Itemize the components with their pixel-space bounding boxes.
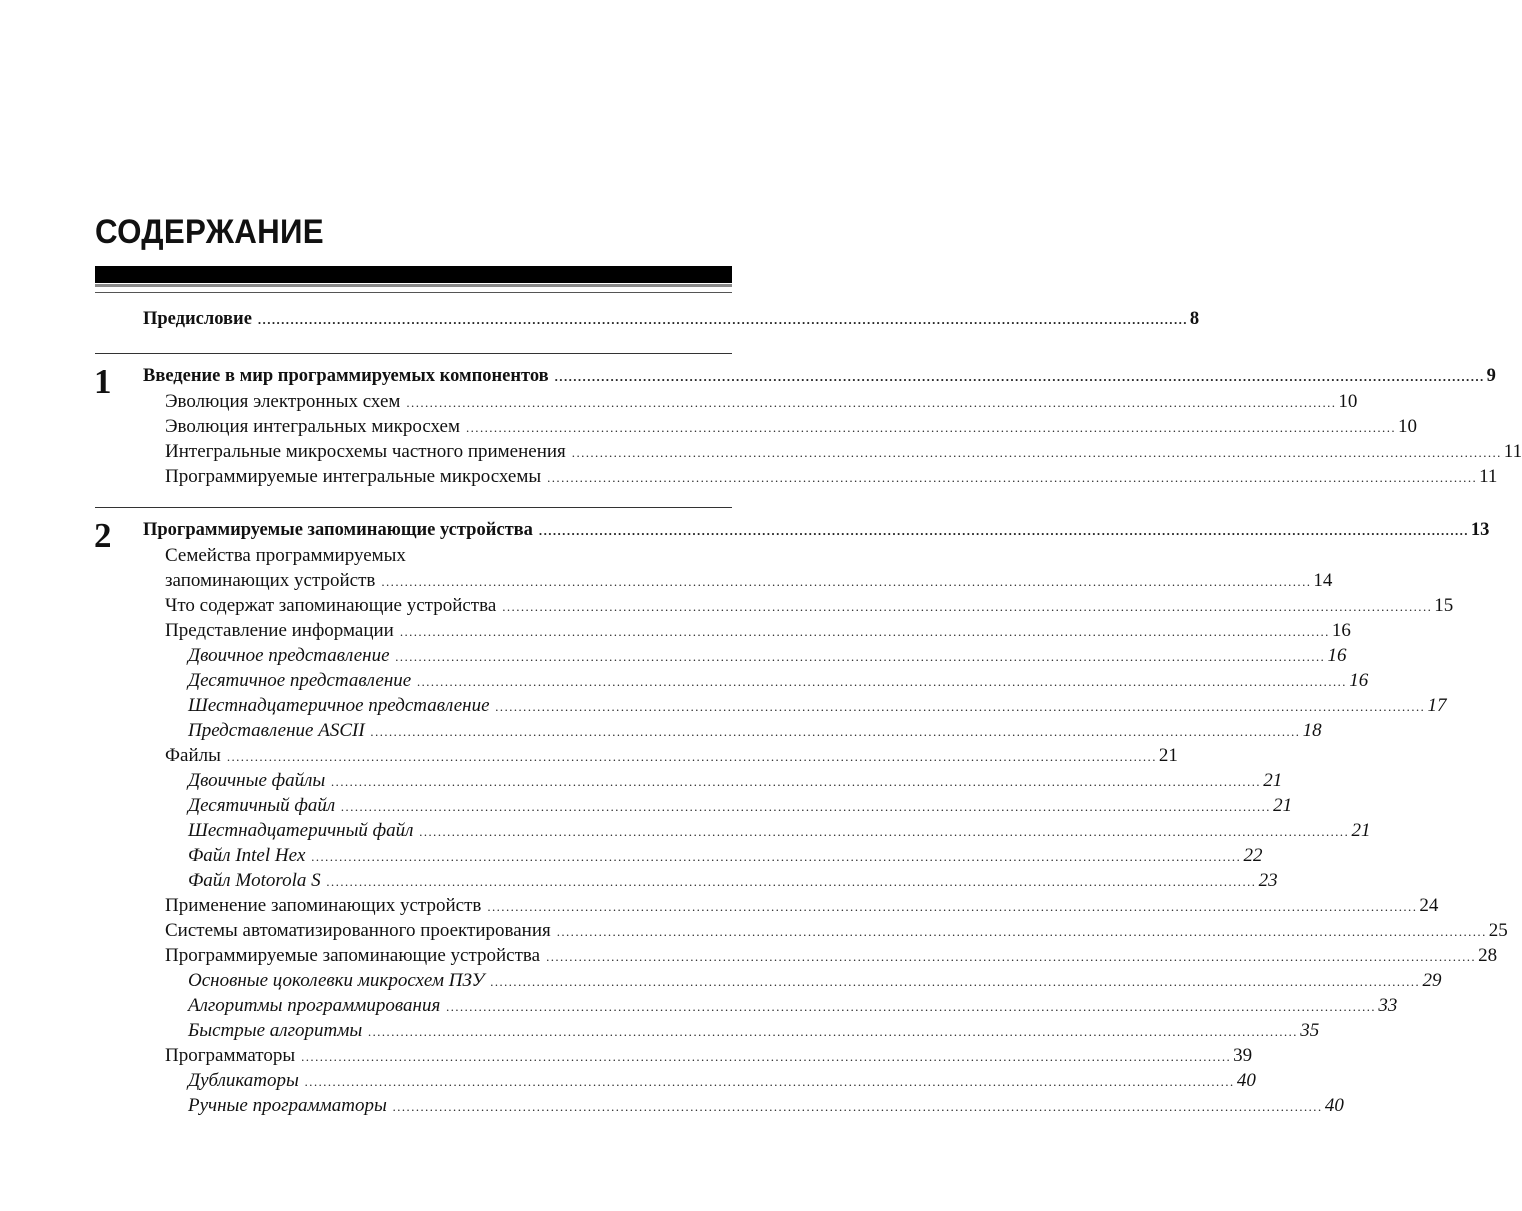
toc-entry-label: Десятичный файл xyxy=(188,795,336,816)
toc-entry-label: Эволюция интегральных микросхем xyxy=(165,416,460,437)
toc-entry-page: 35 xyxy=(1300,1020,1320,1041)
toc-subentry[interactable] xyxy=(188,768,1283,793)
toc-entry[interactable] xyxy=(165,618,1351,643)
dot-leader: ........................................................................................................................................................................................................ xyxy=(226,749,1157,764)
toc-entry[interactable] xyxy=(165,389,1358,414)
toc-entry-page: 16 xyxy=(1349,670,1369,691)
toc-entry-label: Дубликаторы xyxy=(188,1070,299,1091)
toc-subentry[interactable] xyxy=(188,1093,1344,1118)
chapter-number: 2 xyxy=(94,516,112,555)
toc-entry-label: Эволюция электронных схем xyxy=(165,391,401,412)
dot-leader: ........................................................................................................................................................................................................ xyxy=(547,470,1478,485)
dot-leader: ........................................................................................................................................................................................................ xyxy=(301,1049,1232,1064)
toc-entry-label: Программаторы xyxy=(165,1045,296,1066)
toc-chapter-2[interactable] xyxy=(143,518,1490,543)
dot-leader: ........................................................................................................................................................................................................ xyxy=(490,974,1421,989)
toc-subentry[interactable] xyxy=(188,693,1447,718)
toc-entry-label: Двоичные файлы xyxy=(188,770,326,791)
toc-entry-label: Что содержат запоминающие устройства xyxy=(165,595,497,616)
toc-entry-page: 23 xyxy=(1258,870,1278,891)
toc-entry-page: 11 xyxy=(1503,441,1522,462)
toc-entry-label: Представление информации xyxy=(165,620,394,641)
toc-entry-page: 29 xyxy=(1422,970,1442,991)
toc-entry[interactable] xyxy=(165,743,1178,768)
dot-leader: ........................................................................................................................................................................................................ xyxy=(417,674,1348,689)
toc-subentry[interactable] xyxy=(188,1018,1320,1043)
dot-leader: ........................................................................................................................................................................................................ xyxy=(502,599,1433,614)
toc-entry-page: 40 xyxy=(1236,1070,1256,1091)
dot-leader: ........................................................................................................................................................................................................ xyxy=(487,899,1418,914)
dot-leader: ........................................................................................................................................................................................................ xyxy=(368,1024,1299,1039)
section-divider xyxy=(95,507,732,508)
toc-entry[interactable] xyxy=(165,918,1508,943)
toc-chapter-1[interactable] xyxy=(143,364,1496,389)
toc-subentry[interactable] xyxy=(188,793,1293,818)
toc-entry[interactable] xyxy=(165,1043,1253,1068)
toc-entry-page: 8 xyxy=(1189,309,1200,329)
dot-leader: ........................................................................................................................................................................................................ xyxy=(419,824,1350,839)
page-title: СОДЕРЖАНИЕ xyxy=(95,213,324,251)
dot-leader: ........................................................................................................................................................................................................ xyxy=(571,445,1502,460)
toc-entry-page: 10 xyxy=(1398,416,1417,437)
toc-subentry[interactable] xyxy=(188,968,1442,993)
toc-entry-page: 24 xyxy=(1419,895,1439,916)
toc-subentry[interactable] xyxy=(188,868,1278,893)
dot-leader: ........................................................................................................................................................................................................ xyxy=(341,799,1272,814)
dot-leader: ........................................................................................................................................................................................................ xyxy=(395,649,1326,664)
toc-entry-label: запоминающих устройств xyxy=(165,570,376,591)
toc-entry-label: Применение запоминающих устройств xyxy=(165,895,482,916)
toc-entry-page: 17 xyxy=(1427,695,1447,716)
title-bar xyxy=(95,266,732,283)
toc-entry-label: Шестнадцатеричное представление xyxy=(188,695,490,716)
dot-leader: ........................................................................................................................................................................................................ xyxy=(495,699,1426,714)
toc-entry-label: Быстрые алгоритмы xyxy=(188,1020,363,1041)
toc-entry-page: 15 xyxy=(1434,595,1454,616)
toc-entry-label: Шестнадцатеричный файл xyxy=(188,820,414,841)
toc-entry-page: 16 xyxy=(1331,620,1351,641)
toc-subentry[interactable] xyxy=(188,718,1322,743)
toc-entry-page: 9 xyxy=(1486,366,1496,386)
toc-entry[interactable] xyxy=(165,893,1439,918)
dot-leader: ........................................................................................................................................................................................................ xyxy=(392,1099,1323,1114)
section-divider xyxy=(95,353,732,354)
dot-leader: ........................................................................................................................................................................................................ xyxy=(556,924,1487,939)
dot-leader: ........................................................................................................................................................................................................ xyxy=(257,312,1188,327)
toc-entry-label: Программируемые запоминающие устройства xyxy=(165,945,541,966)
toc-entry-label: Программируемые запоминающие устройства xyxy=(143,520,533,540)
dot-leader: ........................................................................................................................................................................................................ xyxy=(446,999,1377,1014)
toc-entry[interactable] xyxy=(165,464,1498,489)
toc-entry-preface[interactable] xyxy=(143,307,1200,332)
chapter-number: 1 xyxy=(94,362,112,401)
toc-entry-page: 13 xyxy=(1470,520,1490,540)
dot-leader: ........................................................................................................................................................................................................ xyxy=(381,574,1312,589)
toc-subentry[interactable] xyxy=(188,818,1371,843)
toc-entry[interactable] xyxy=(165,568,1333,593)
dot-leader: ........................................................................................................................................................................................................ xyxy=(304,1074,1235,1089)
dot-leader: ........................................................................................................................................................................................................ xyxy=(370,724,1301,739)
toc-entry-page: 22 xyxy=(1243,845,1263,866)
toc-entry[interactable] xyxy=(165,439,1522,464)
toc-entry-page: 16 xyxy=(1327,645,1347,666)
dot-leader: ........................................................................................................................................................................................................ xyxy=(311,849,1242,864)
toc-entry-label: Системы автоматизированного проектирования xyxy=(165,920,551,941)
dot-leader: ........................................................................................................................................................................................................ xyxy=(466,420,1396,435)
toc-subentry[interactable] xyxy=(188,643,1347,668)
toc-entry-label: Двоичное представление xyxy=(188,645,390,666)
toc-subentry[interactable] xyxy=(188,993,1398,1018)
toc-entry-label: Файл Motorola S xyxy=(188,870,321,891)
dot-leader: ........................................................................................................................................................................................................ xyxy=(554,369,1485,384)
toc-entry-page: 21 xyxy=(1263,770,1283,791)
toc-entry-label: Введение в мир программируемых компонентов xyxy=(143,366,549,386)
toc-entry-page: 25 xyxy=(1488,920,1508,941)
toc-entry-label: Алгоритмы программирования xyxy=(188,995,441,1016)
title-bar-shade xyxy=(95,284,732,287)
toc-entry-label: Представление ASCII xyxy=(188,720,365,741)
toc-entry-label: Ручные программаторы xyxy=(188,1095,387,1116)
toc-entry[interactable] xyxy=(165,593,1454,618)
dot-leader: ........................................................................................................................................................................................................ xyxy=(406,395,1337,410)
dot-leader: ........................................................................................................................................................................................................ xyxy=(538,523,1469,538)
toc-entry-page: 33 xyxy=(1378,995,1398,1016)
toc-entry-page: 21 xyxy=(1273,795,1293,816)
toc-entry-label: Программируемые интегральные микросхемы xyxy=(165,466,542,487)
toc-subentry[interactable] xyxy=(188,668,1369,693)
toc-entry[interactable] xyxy=(165,943,1498,968)
toc-entry-page: 10 xyxy=(1338,391,1358,412)
title-bar-rule xyxy=(95,292,732,293)
toc-entry-page: 40 xyxy=(1324,1095,1344,1116)
dot-leader: ........................................................................................................................................................................................................ xyxy=(399,624,1330,639)
toc-entry-page: 21 xyxy=(1351,820,1371,841)
toc-subentry[interactable] xyxy=(188,843,1263,868)
toc-entry-page: 39 xyxy=(1233,1045,1253,1066)
toc-entry-page: 11 xyxy=(1479,466,1498,487)
toc-entry-label: Файлы xyxy=(165,745,221,766)
dot-leader: ........................................................................................................................................................................................................ xyxy=(326,874,1257,889)
toc-entry-label: Основные цоколевки микросхем ПЗУ xyxy=(188,970,485,991)
dot-leader: ........................................................................................................................................................................................................ xyxy=(546,949,1477,964)
toc-entry-label: Десятичное представление xyxy=(188,670,412,691)
toc-entry-page: 28 xyxy=(1478,945,1498,966)
toc-entry[interactable] xyxy=(165,414,1417,439)
toc-entry-page: 21 xyxy=(1158,745,1178,766)
toc-entry-label: Интегральные микросхемы частного применения xyxy=(165,441,566,462)
toc-entry-page: 14 xyxy=(1313,570,1333,591)
toc-entry-label: Предисловие xyxy=(143,309,252,329)
toc-subentry[interactable] xyxy=(188,1068,1256,1093)
dot-leader: ........................................................................................................................................................................................................ xyxy=(331,774,1262,789)
toc-entry-first-line[interactable]: Семейства программируемых xyxy=(165,545,406,566)
toc-entry-page: 18 xyxy=(1302,720,1322,741)
toc-entry-label: Файл Intel Hex xyxy=(188,845,306,866)
